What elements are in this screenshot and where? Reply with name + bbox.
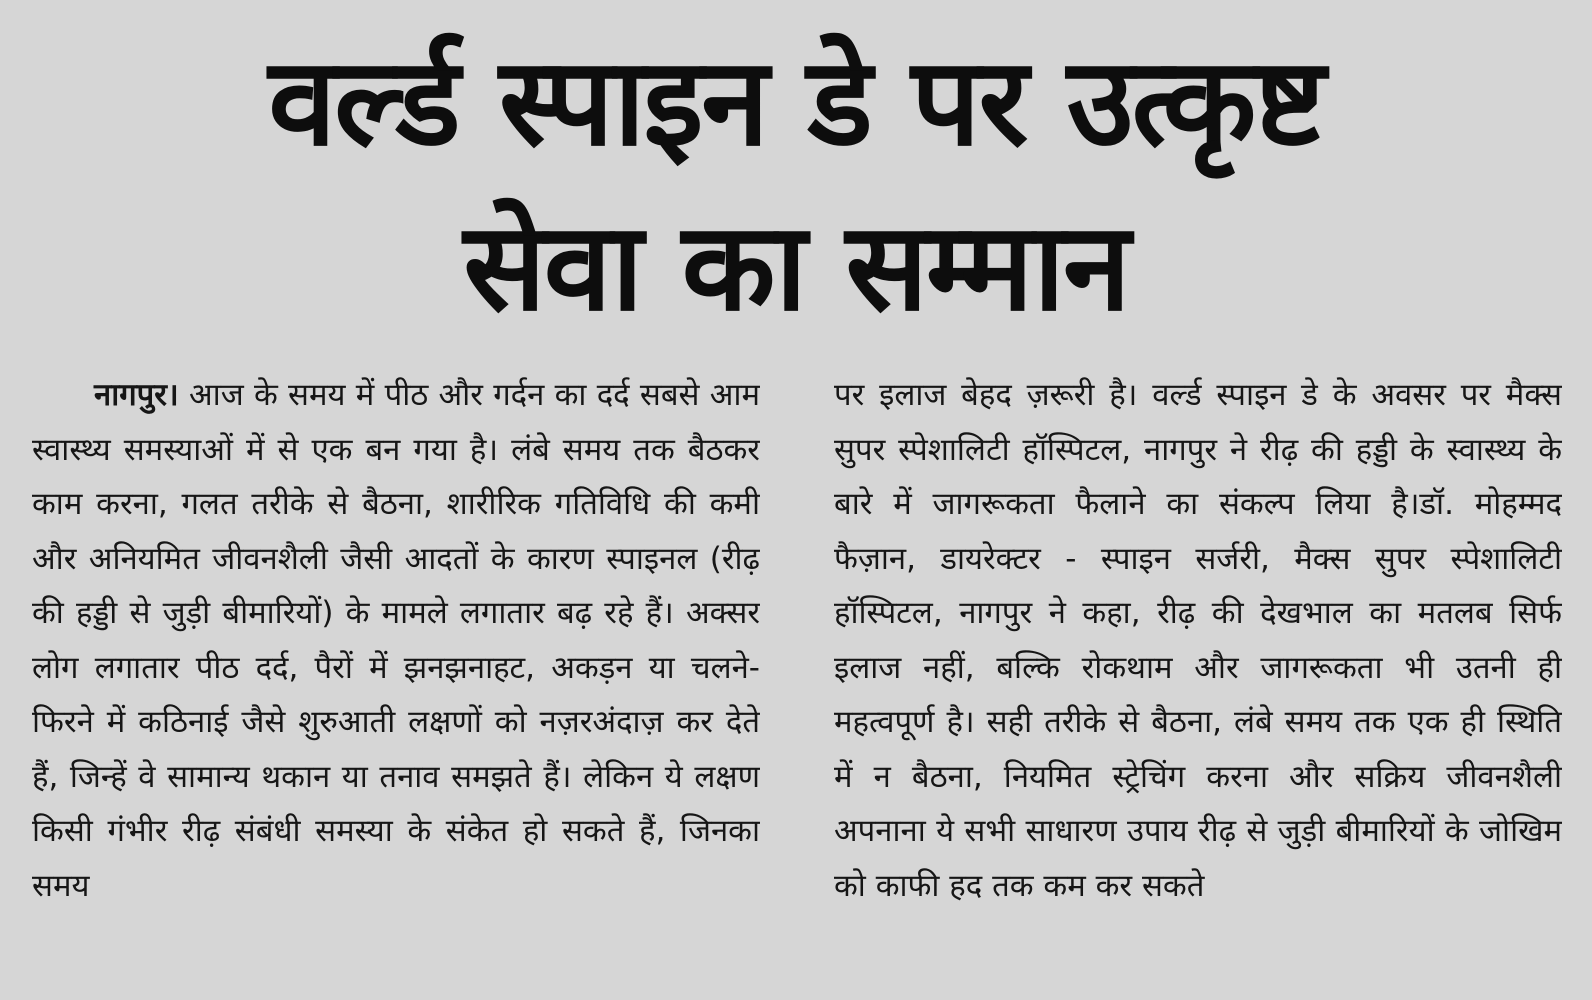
- headline-line-1: वर्ल्ड स्पाइन डे पर उत्कृष्ट: [268, 31, 1324, 173]
- column-1-text: आज के समय में पीठ और गर्दन का दर्द सबसे आम स्वास्थ्य समस्याओं में से एक बन गया है। लंबे समय तक बैठकर काम करना, गलत तरीके से बैठना, शारीरिक गतिविधि की कमी और अनियमित जीवनशैली जैसी आदतों के कारण स्पाइनल (रीढ़ की हड्डी से जुड़ी बीमारियों) के मामले लगातार बढ़ रहे हैं। अक्सर लोग लगातार पीठ दर्द, पैरों में झनझनाहट, अकड़न या चलने-फिरने में कठिनाई जैसे शुरुआती लक्षणों को नज़रअंदाज़ कर देते हैं, जिन्हें वे सामान्य थकान या तनाव समझते हैं। लेकिन ये लक्षण किसी गंभीर रीढ़ संबंधी समस्या के संकेत हो सकते हैं, जिनका समय: [32, 377, 760, 904]
- article-paragraph-1: [32, 368, 760, 913]
- headline-line-2: सेवा का सम्मान: [463, 196, 1129, 338]
- article-paragraph-2: पर इलाज बेहद ज़रूरी है। वर्ल्ड स्पाइन डे के अवसर पर मैक्स सुपर स्पेशालिटी हॉस्पिटल, नागपुर ने रीढ़ की हड्डी के स्वास्थ्य के बारे में जागरूकता फैलाने का संकल्प लिया है।डॉ. मोहम्मद फैज़ान, डायरेक्टर - स्पाइन सर्जरी, मैक्स सुपर स्पेशालिटी हॉस्पिटल, नागपुर ने कहा, रीढ़ की देखभाल का मतलब सिर्फ इलाज नहीं, बल्कि रोकथाम और जागरूकता भी उतनी ही महत्वपूर्ण है। सही तरीके से बैठना, लंबे समय तक एक ही स्थिति में न बैठना, नियमित स्ट्रेचिंग करना और सक्रिय जीवनशैली अपनाना ये सभी साधारण उपाय रीढ़ से जुड़ी बीमारियों के जोखिम को काफी हद तक कम कर सकते: [834, 377, 1562, 904]
- article-column-1: [32, 368, 760, 988]
- dateline: नागपुर।: [94, 377, 179, 413]
- article-body: [32, 368, 1562, 988]
- headline: [0, 20, 1592, 350]
- article-column-2: [834, 368, 1562, 988]
